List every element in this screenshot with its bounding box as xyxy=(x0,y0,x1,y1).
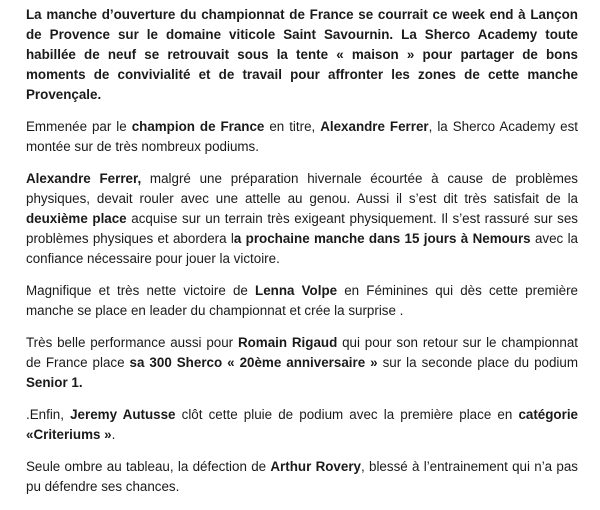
paragraph-text: . xyxy=(111,427,116,442)
paragraph-text: malgré une préparation hivernale écourtée à cause de problèmes physiques, devait rouler avec une attelle au genou. Aussi il s’est dit très satisfait de la xyxy=(26,171,578,206)
paragraph-text: Très belle performance aussi pour xyxy=(26,335,238,350)
bold-text: Jeremy Autusse xyxy=(70,407,176,422)
bold-text: Senior 1. xyxy=(26,375,83,390)
bold-text: Lenna Volpe xyxy=(255,283,338,298)
paragraph-autusse xyxy=(26,405,578,445)
paragraph-text: Magnifique et très nette victoire de xyxy=(26,283,256,298)
paragraph-text: Seule ombre au tableau, la défection de xyxy=(26,459,271,474)
bold-text: sa 300 Sherco « 20ème anniversaire » xyxy=(129,355,378,370)
bold-text: catégorie «Criteriums » xyxy=(26,407,578,442)
paragraph-champion xyxy=(26,117,578,157)
paragraph-intro xyxy=(26,5,578,105)
paragraph-rigaud xyxy=(26,333,578,393)
paragraph-text: , blessé à l’entrainement qui n’a pas pu défendre ses chances. xyxy=(26,459,578,494)
paragraph-text: .Enfin, xyxy=(26,407,71,422)
paragraph-text: , la Sherco Academy est montée sur de très nombreux podiums. xyxy=(26,119,578,154)
paragraph-text: acquise sur un terrain très exigeant physiquement. Il s’est rassuré sur ses problèmes physiques et abordera l xyxy=(26,211,578,246)
bold-text: Arthur Rovery xyxy=(270,459,361,474)
article-body xyxy=(26,5,578,509)
bold-text: Alexandre Ferrer xyxy=(320,119,429,134)
paragraph-volpe xyxy=(26,281,578,321)
paragraph-text: avec la confiance nécessaire pour jouer la victoire. xyxy=(26,231,578,266)
paragraph-text: Emmenée par le xyxy=(26,119,132,134)
paragraph-text: clôt cette pluie de podium avec la première place en xyxy=(175,407,519,422)
paragraph-text: qui pour son retour sur le championnat de France place xyxy=(26,335,578,370)
bold-text: Alexandre Ferrer, xyxy=(26,171,142,186)
paragraph-text: La manche d’ouverture du championnat de France se courrait ce week end à Lançon de Provence sur le domaine viticole Saint Savournin. La Sherco Academy toute habillée de neuf se retrouvait sous la tente « maison » pour partager de bons moments de convivialité et de travail pour affronter les zones de cette manche Provençale. xyxy=(26,7,578,102)
bold-text: a prochaine manche dans 15 jours à Nemours xyxy=(233,231,531,246)
paragraph-rovery xyxy=(26,457,578,497)
bold-text: champion de France xyxy=(131,119,265,134)
paragraph-text: en Féminines qui dès cette première manche se place en leader du championnat et crée la surprise . xyxy=(26,283,578,318)
paragraph-text: sur la seconde place du podium xyxy=(377,355,578,370)
bold-text: Romain Rigaud xyxy=(237,335,338,350)
paragraph-text: en titre, xyxy=(264,119,321,134)
bold-text: deuxième place xyxy=(26,211,127,226)
paragraph-ferrer xyxy=(26,169,578,269)
